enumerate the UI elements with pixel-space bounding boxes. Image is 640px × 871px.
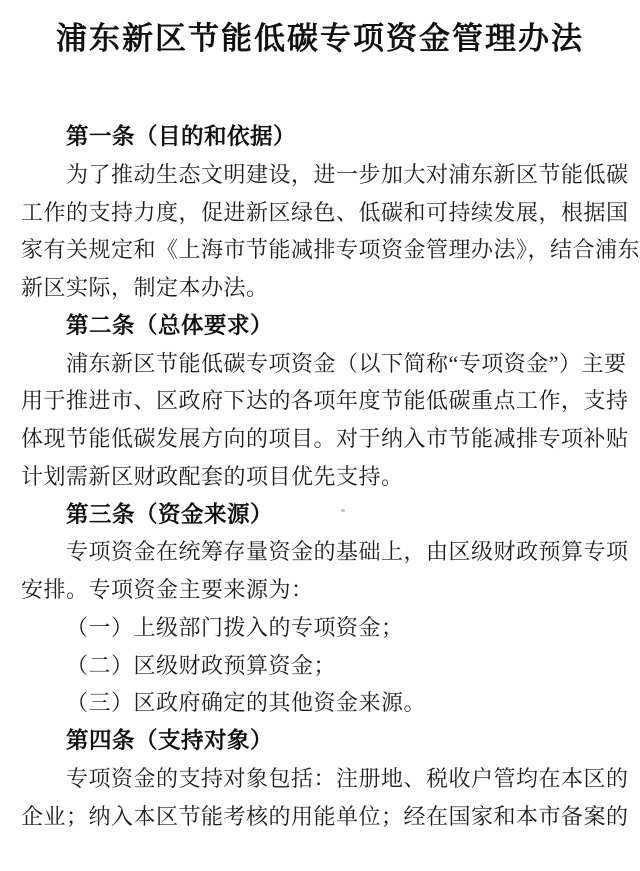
text-line: 计划需新区财政配套的项目优先支持。 — [21, 463, 404, 489]
list-item-line: （二）区级财政预算资金； — [66, 652, 337, 678]
text-line: 为了推动生态文明建设，进一步加大对浦东新区节能低碳 — [66, 161, 629, 187]
text-line: 专项资金在统筹存量资金的基础上，由区级财政预算专项 — [66, 539, 629, 565]
scan-artifact-dot — [341, 509, 345, 512]
article-1-heading: 第一条（目的和依据） — [66, 124, 297, 149]
text-line: 新区实际，制定本办法。 — [21, 275, 269, 300]
text-line: 企业；纳入本区节能考核的用能单位；经在国家和本市备案的 — [21, 803, 629, 829]
article-2-heading: 第二条（总体要求） — [66, 312, 274, 338]
text-line: 工作的支持力度，促进新区绿色、低碳和可持续发展，根据国 — [21, 199, 629, 225]
list-item-line: （三）区政府确定的其他资金来源。 — [66, 690, 427, 716]
text-line: 体现节能低碳发展方向的项目。对于纳入市节能减排专项补贴 — [21, 426, 629, 451]
article-3-heading: 第三条（资金来源） — [66, 501, 274, 527]
article-4-heading: 第四条（支持对象） — [66, 728, 274, 753]
document-body — [21, 118, 640, 835]
list-item-line: （一）上级部门拨入的专项资金； — [66, 614, 404, 640]
text-line: 安排。专项资金主要来源为： — [21, 577, 314, 602]
document-title: 浦东新区节能低碳专项资金管理办法 — [56, 21, 584, 56]
text-line: 浦东新区节能低碳专项资金（以下简称“专项资金”）主要 — [66, 350, 627, 376]
text-line: 专项资金的支持对象包括：注册地、税收户管均在本区的 — [66, 765, 629, 791]
text-line: 用于推进市、区政府下达的各项年度节能低碳重点工作，支持 — [21, 388, 629, 414]
text-line: 家有关规定和《上海市节能减排专项资金管理办法》，结合浦东 — [21, 237, 640, 263]
